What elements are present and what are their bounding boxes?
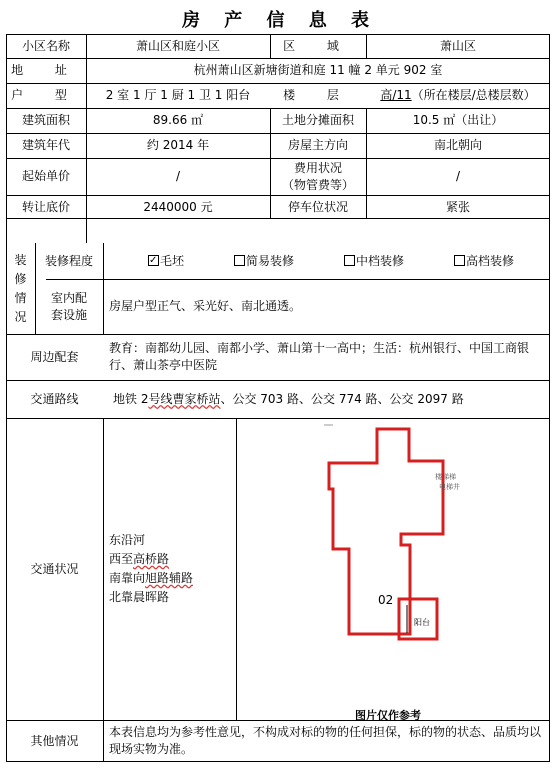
unit-number: 02 xyxy=(378,593,394,607)
floor-level: 高/11 xyxy=(380,88,412,102)
fees-label xyxy=(270,158,366,195)
traffic-label: 交通状况 xyxy=(30,561,79,576)
orientation-value: 南北朝向 xyxy=(433,138,482,152)
checkbox-icon xyxy=(148,255,159,266)
stair-label-1: 楼梯梯 xyxy=(435,473,456,481)
option-mid[interactable]: 中档装修 xyxy=(344,253,404,270)
fees-label-line2: （物管费等） xyxy=(281,177,354,192)
unit-price-label: 起始单价 xyxy=(21,169,70,183)
checkbox-icon xyxy=(344,255,355,266)
decoration-group-text: 装修情况 xyxy=(14,253,27,324)
option-simple[interactable]: 简易装修 xyxy=(234,253,294,270)
stair-label-2: 电梯井 xyxy=(439,483,460,491)
community-label: 小区名称 xyxy=(21,39,70,53)
transport-label: 交通路线 xyxy=(30,391,79,406)
surroundings-value: 教育：南都幼儿园、南都小学、萧山第十一高中；生活：杭州银行、中国工商银行、萧山茶亭中医院 xyxy=(109,341,530,372)
indoor-value: 房屋户型正气、采光好、南北通透。 xyxy=(109,299,302,313)
fees-label-line1: 费用状况 xyxy=(293,160,342,175)
floor-value xyxy=(366,83,550,108)
indoor-label-line1: 室内配 xyxy=(50,290,87,305)
orientation-label: 房屋主方向 xyxy=(287,138,348,152)
indoor-label-line2: 套设施 xyxy=(50,307,87,322)
land-area-label: 土地分摊面积 xyxy=(281,113,354,127)
balcony-label: 阳台 xyxy=(414,618,430,627)
indoor-label xyxy=(35,279,103,334)
option-high[interactable]: 高档装修 xyxy=(454,253,514,270)
floor-label: 楼 层 xyxy=(283,88,353,102)
parking-value: 紧张 xyxy=(445,199,470,214)
parking-label: 停车位状况 xyxy=(287,199,348,214)
unit-price-value: / xyxy=(175,169,181,183)
floor-plan-caption: 图片仅作参考 xyxy=(355,709,421,722)
layout-value: 2 室 1 厅 1 厨 1 卫 1 阳台 xyxy=(105,88,251,102)
property-info-table xyxy=(6,34,550,762)
year-value: 约 2014 年 xyxy=(146,138,210,152)
district-label: 区 域 xyxy=(283,39,353,53)
area-label: 建筑面积 xyxy=(21,113,70,127)
other-label: 其他情况 xyxy=(30,733,79,748)
traffic-north: 北靠晨晖路 xyxy=(109,590,170,604)
transport-value: 地铁 2 号线曹家桥站 、公交 703 路、公交 774 路、公交 2097 路 xyxy=(113,391,464,406)
transfer-price-label: 转让底价 xyxy=(21,199,70,214)
year-label: 建筑年代 xyxy=(21,138,70,152)
page-title: 房 产 信 息 表 xyxy=(181,10,379,31)
metro-station: 号线曹家桥站 xyxy=(148,391,221,406)
option-rough[interactable]: ✓ 毛坯 xyxy=(148,253,184,270)
decoration-options xyxy=(103,243,550,279)
fees-value: / xyxy=(455,169,461,183)
transfer-price-value: 2440000 元 xyxy=(143,199,213,214)
decoration-group-label xyxy=(6,243,35,335)
traffic-west: 西至高桥路 xyxy=(109,552,170,566)
land-area-value: 10.5 ㎡（出让） xyxy=(412,113,504,127)
traffic-east: 东沿河 xyxy=(109,533,146,547)
layout-label: 户 型 xyxy=(11,88,81,102)
floor-note: （所在楼层/总楼层数） xyxy=(411,88,536,102)
checkbox-icon xyxy=(234,255,245,266)
floor-plan-image[interactable] xyxy=(237,419,549,720)
decoration-level-label: 装修程度 xyxy=(44,253,93,268)
traffic-south: 南靠向旭路辅路 xyxy=(109,571,194,585)
area-value: 89.66 ㎡ xyxy=(152,113,204,127)
address-value: 杭州萧山区新塘街道和庭 11 幢 2 单元 902 室 xyxy=(193,63,443,77)
community-value: 萧山区和庭小区 xyxy=(135,39,220,53)
district-value: 萧山区 xyxy=(439,39,476,53)
traffic-value xyxy=(103,418,236,720)
checkbox-icon xyxy=(454,255,465,266)
floor-plan-cell xyxy=(237,419,549,720)
other-value: 本表信息均为参考性意见，不构成对标的物的任何担保，标的物的状态、品质均以现场实物为准。 xyxy=(109,725,542,756)
surroundings-label: 周边配套 xyxy=(30,349,79,364)
address-label: 地 址 xyxy=(11,63,81,77)
